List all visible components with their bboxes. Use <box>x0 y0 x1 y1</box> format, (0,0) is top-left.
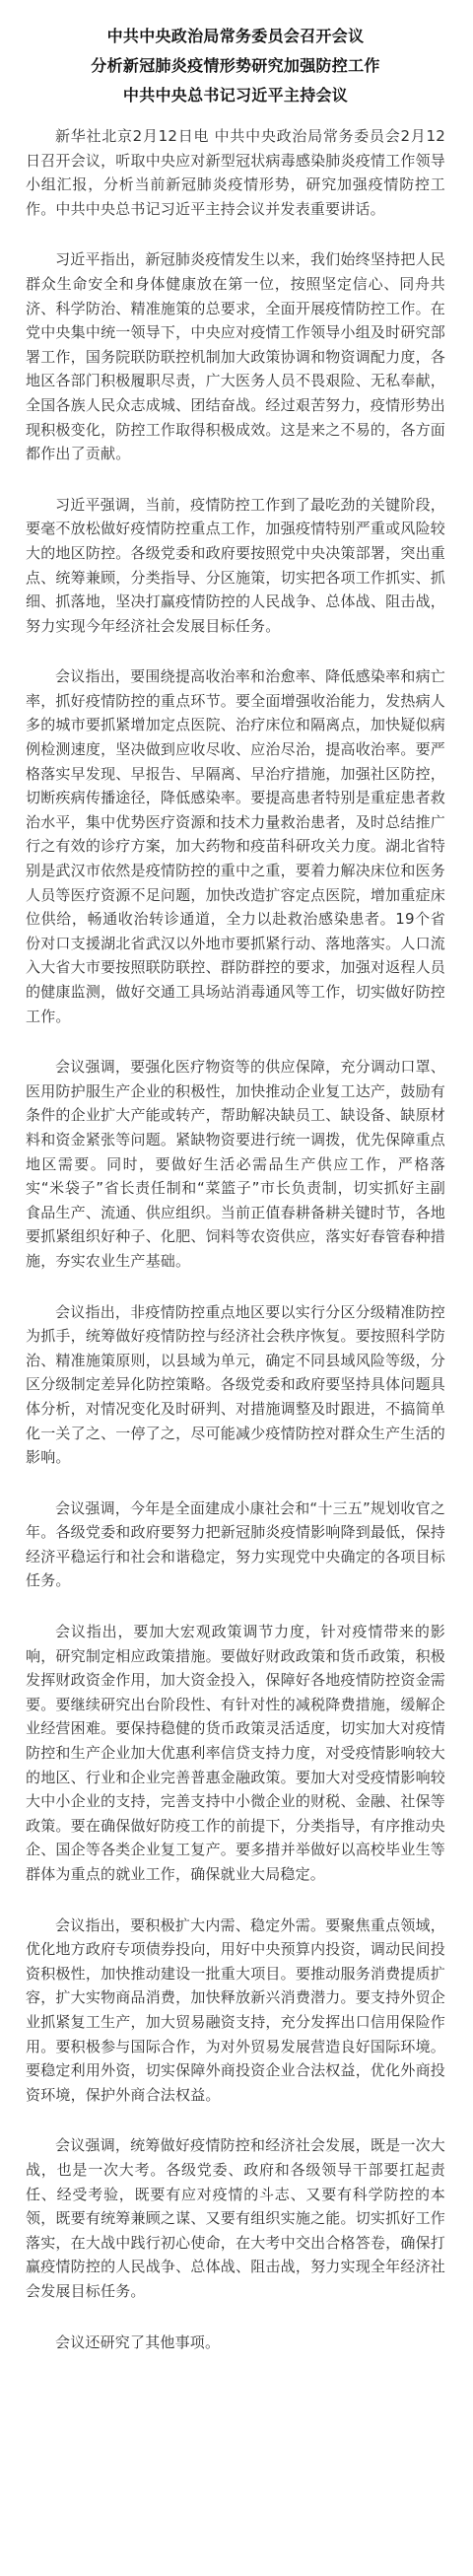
paragraph-6: 会议指出，非疫情防控重点地区要以实行分区分级精准防控为抓手，统筹做好疫情防控与经济社会秩序恢复。要按照科学防治、精准施策原则，以县域为单元，确定不同县域风险等级，分区分级制定差异化防控策略。各级党委和政府要坚持具体问题具体分析，对情况变化及时研判、对措施调整及时跟进，不搞简单化一关了之、一停了之，尽可能减少疫情防控对群众生产生活的影响。 <box>26 1302 445 1467</box>
paragraph-10: 会议强调，统筹做好疫情防控和经济社会发展，既是一次大战，也是一次大考。各级党委、政府和各级领导干部要扛起责任、经受考验，既要有应对疫情的斗志、又要有科学防控的本领，既要有统筹兼顾之谋、又要有组织实施之能。切实抓好工作落实，在大战中践行初心使命，在大考中交出合格答卷，确保打赢疫情防控的人民战争、总体战、阻击战，努力实现全年经济社会发展目标任务。 <box>26 2136 445 2300</box>
paragraph-3: 习近平强调，当前，疫情防控工作到了最吃劲的关键阶段，要毫不放松做好疫情防控重点工作，加强疫情特别严重或风险较大的地区防控。各级党委和政府要按照党中央决策部署，突出重点、统筹兼顾，分类指导、分区施策，切实把各项工作抓实、抓细、抓落地，坚决打赢疫情防控的人民战争、总体战、阻击战，努力实现今年经济社会发展目标任务。 <box>26 495 445 635</box>
paragraph-8: 会议指出，要加大宏观政策调节力度，针对疫情带来的影响，研究制定相应政策措施。要做好财政政策和货币政策，积极发挥财政资金作用，加大资金投入，保障好各地疫情防控资金需要。要继续研究出台阶段性、有针对性的减税降费措施，缓解企业经营困难。要保持稳健的货币政策灵活适度，切实加大对疫情防控和生产企业加大优惠利率信贷支持力度，对受疫情影响较大的地区、行业和企业完善普惠金融政策。要加大对受疫情影响较大中小企业的支持，完善支持中小微企业的财税、金融、社保等政策。要在确保做好防疫工作的前提下，分类指导，有序推动央企、国企等各类企业复工复产。要多措并举做好以高校毕业生等群体为重点的就业工作，确保就业大局稳定。 <box>26 1623 445 1883</box>
article-body <box>26 124 445 2354</box>
paragraph-5: 会议强调，要强化医疗物资等的供应保障，充分调动口罩、医用防护服生产企业的积极性，加快推动企业复工达产，鼓励有条件的企业扩大产能或转产，帮助解决缺员工、缺设备、缺原材料和资金紧张等问题。紧缺物资要进行统一调拨，优先保障重点地区需要。同时，要做好生活必需品生产供应工作，严格落实“米袋子”省长责任制和“菜篮子”市长负责制，切实抓好主副食品生产、流通、供应组织。当前正值春耕备耕关键时节，各地要抓紧组织好种子、化肥、饲料等农资供应，落实好春管春种措施，夯实农业生产基础。 <box>26 1058 445 1270</box>
paragraph-4: 会议指出，要围绕提高收治率和治愈率、降低感染率和病亡率，抓好疫情防控的重点环节。要全面增强收治能力，发热病人多的城市要抓紧增加定点医院、治疗床位和隔离点，加快疑似病例检测速度，坚决做到应收尽收、应治尽治，提高收治率。要严格落实早发现、早报告、早隔离、早治疗措施，加强社区防控，切断疾病传播途径，降低感染率。要提高患者特别是重症患者救治水平，集中优势医疗资源和技术力量救治患者，及时总结推广行之有效的诊疗方案，加大药物和疫苗科研攻关力度。湖北省特别是武汉市依然是疫情防控的重中之重，要着力解决床位和医务人员等医疗资源不足问题，加快改造扩容定点医院，增加重症床位供给，畅通收治转诊通道，全力以赴救治感染患者。19个省份对口支援湖北省武汉以外地市要抓紧行动、落地落实。人口流入大省大市要按照联防联控、群防群控的要求，加强对返程人员的健康监测，做好交通工具场站消毒通风等工作，切实做好防控工作。 <box>26 667 445 1025</box>
subheadline: 分析新冠肺炎疫情形势研究加强防控工作 <box>91 56 380 75</box>
paragraph-7: 会议强调，今年是全面建成小康社会和“十三五”规划收官之年。各级党委和政府要努力把新冠肺炎疫情影响降到最低，保持经济平稳运行和社会和谐稳定，努力实现党中央确定的各项目标任务。 <box>26 1498 445 1590</box>
headline: 中共中央政治局常务委员会召开会议 <box>106 27 365 45</box>
paragraph-closing: 会议还研究了其他事项。 <box>55 2332 221 2351</box>
article-header <box>26 22 445 110</box>
paragraph-lead: 新华社北京2月12日电 中共中央政治局常务委员会2月12日召开会议，听取中央应对新型冠状病毒感染肺炎疫情工作领导小组汇报，分析当前新冠肺炎疫情形势，研究加强疫情防控工作。中共中央总书记习近平主持会议并发表重要讲话。 <box>26 127 445 218</box>
paragraph-2: 习近平指出，新冠肺炎疫情发生以来，我们始终坚持把人民群众生命安全和身体健康放在第一位，按照坚定信心、同舟共济、科学防治、精准施策的总要求，全面开展疫情防控工作。在党中央集中统一领导下，中央应对疫情工作领导小组及时研究部署工作，国务院联防联控机制加大政策协调和物资调配力度，各地区各部门积极履职尽责，广大医务人员不畏艰险、无私奉献，全国各族人民众志成城、团结奋战。经过艰苦努力，疫情形势出现积极变化，防控工作取得积极成效。这是来之不易的，各方面都作出了贡献。 <box>26 250 445 463</box>
paragraph-9: 会议指出，要积极扩大内需、稳定外需。要聚焦重点领域，优化地方政府专项债券投向，用好中央预算内投资，调动民间投资积极性，加快推动建设一批重大项目。要推动服务消费提质扩容，扩大实物商品消费，加快释放新兴消费潜力。要支持外贸企业抓紧复工生产，加大贸易融资支持，充分发挥出口信用保险作用。要积极参与国际合作，为对外贸易发展营造良好国际环境。要稳定利用外资，切实保障外商投资企业合法权益，优化外商投资环境，保护外商合法权益。 <box>26 1915 445 2104</box>
subheadline-presider: 中共中央总书记习近平主持会议 <box>122 86 349 104</box>
